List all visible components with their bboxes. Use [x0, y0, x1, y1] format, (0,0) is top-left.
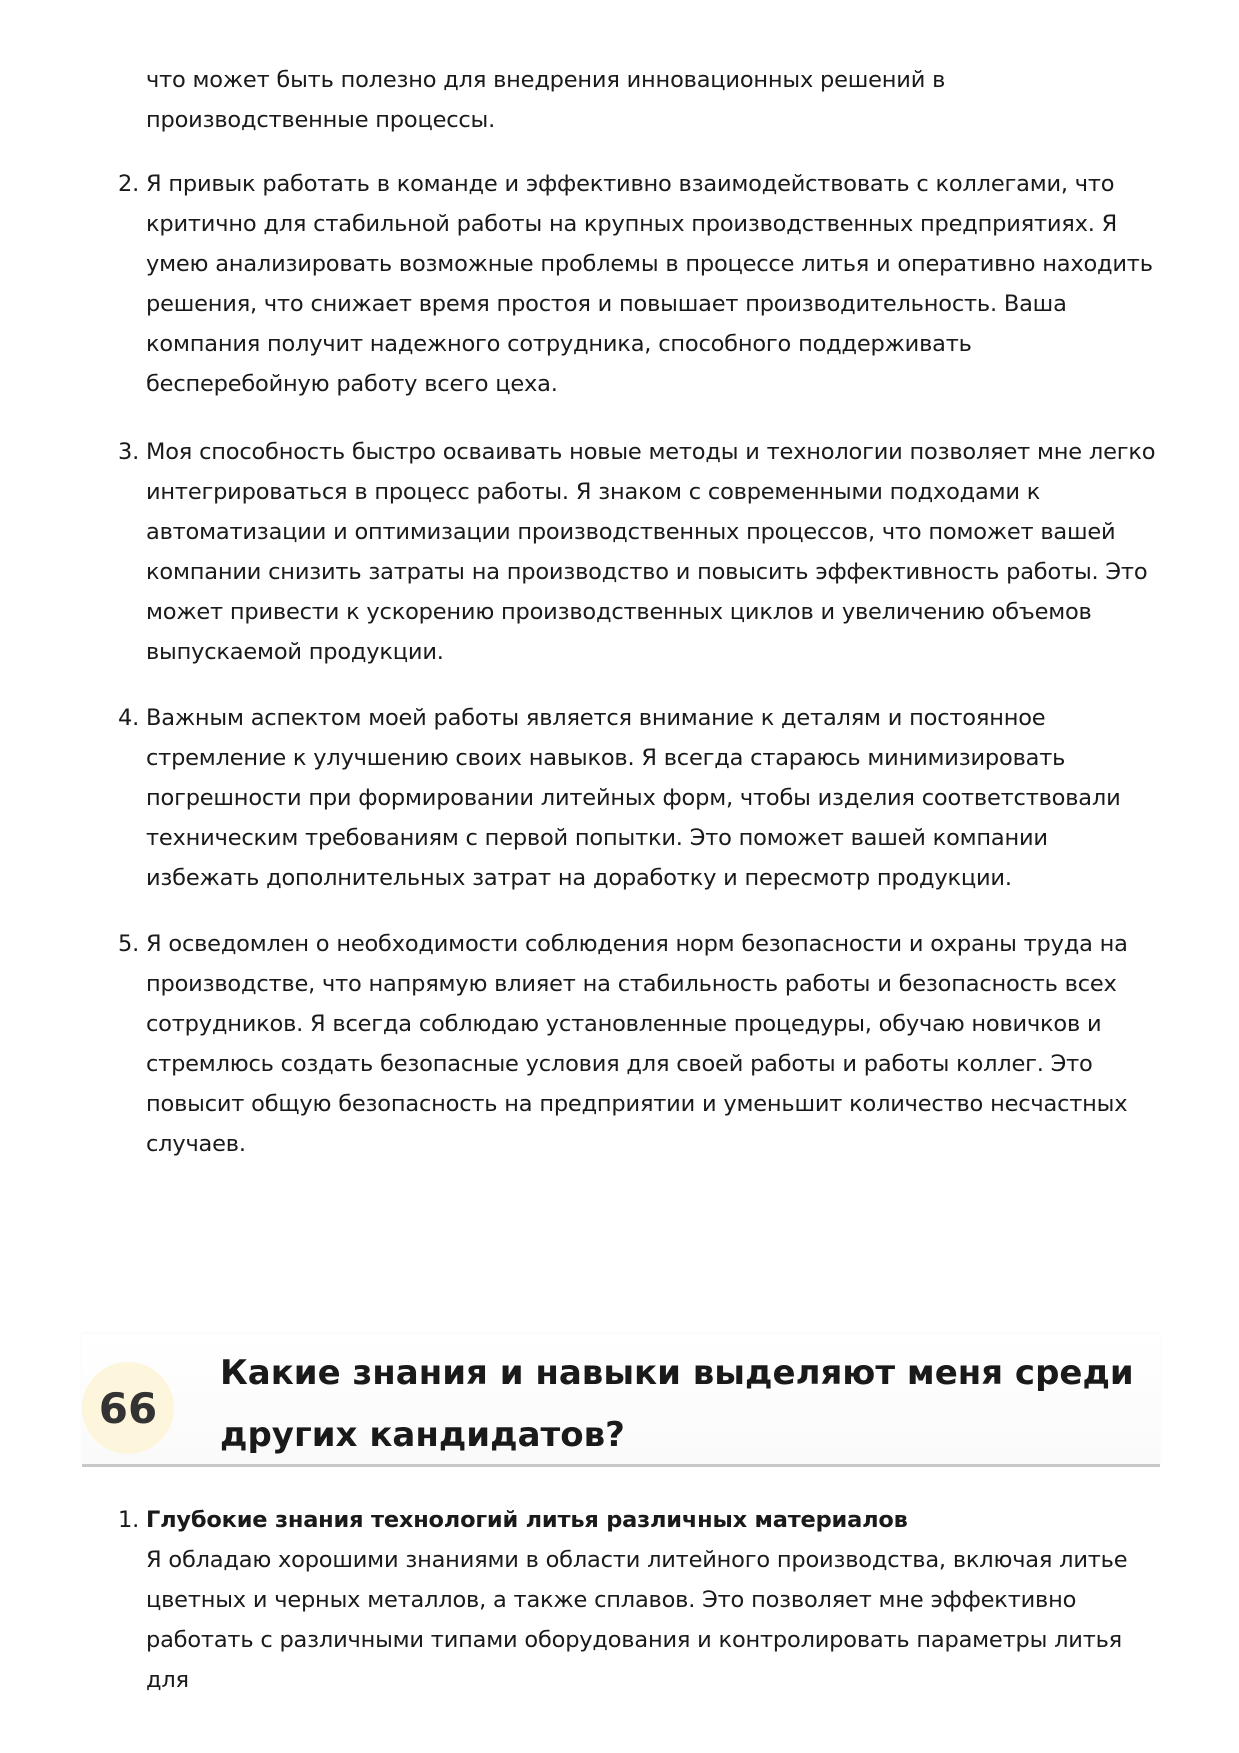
- list-item-content: [146, 1500, 1158, 1700]
- continuation-paragraph: что может быть полезно для внедрения инновационных решений в производственные процессы.: [146, 67, 946, 133]
- list-item-number: 3.: [118, 439, 140, 465]
- list-item: [118, 164, 1158, 404]
- list-item-number: 1.: [118, 1507, 140, 1533]
- list-item-number: 2.: [118, 171, 140, 197]
- list-item-number: 5.: [118, 931, 140, 957]
- question-header: [82, 1334, 1160, 1464]
- question-title: Какие знания и навыки выделяют меня среди других кандидатов?: [220, 1353, 1134, 1455]
- list-item-text: Я обладаю хорошими знаниями в области литейного производства, включая литье цветных и черных металлов, а также сплавов. Это позволяет мне эффективно работать с различными типами оборудования и контролировать параметры литья для: [146, 1547, 1128, 1693]
- list-item-text: Моя способность быстро осваивать новые методы и технологии позволяет мне легко интегрироваться в процесс работы. Я знаком с современными подходами к автоматизации и оптимизации производственных процессов, что поможет вашей компании снизить затраты на производство и повысить эффективность работы. Это может привести к ускорению производственных циклов и увеличению объемов выпускаемой продукции.: [146, 439, 1156, 665]
- list-item-title: Глубокие знания технологий литья различных материалов: [146, 1507, 908, 1533]
- list-item-number: 4.: [118, 705, 140, 731]
- list-item: [118, 698, 1158, 898]
- list-item-text: Важным аспектом моей работы является внимание к деталям и постоянное стремление к улучшению своих навыков. Я всегда стараюсь минимизировать погрешности при формировании литейных форм, чтобы изделия соответствовали техническим требованиям с первой попытки. Это поможет вашей компании избежать дополнительных затрат на доработку и пересмотр продукции.: [146, 705, 1121, 891]
- header-divider: [82, 1464, 1160, 1467]
- list-item: [118, 1500, 1158, 1700]
- list-item: [118, 924, 1158, 1164]
- question-number-badge: 66: [82, 1362, 174, 1454]
- list-item: [118, 432, 1158, 672]
- list-item-text: Я осведомлен о необходимости соблюдения норм безопасности и охраны труда на производстве, что напрямую влияет на стабильность работы и безопасность всех сотрудников. Я всегда соблюдаю установленные процедуры, обучаю новичков и стремлюсь создать безопасные условия для своей работы и работы коллег. Это повысит общую безопасность на предприятии и уменьшит количество несчастных случаев.: [146, 931, 1128, 1157]
- list-item-text: Я привык работать в команде и эффективно взаимодействовать с коллегами, что критично для стабильной работы на крупных производственных предприятиях. Я умею анализировать возможные проблемы в процессе литья и оперативно находить решения, что снижает время простоя и повышает производительность. Ваша компания получит надежного сотрудника, способного поддерживать бесперебойную работу всего цеха.: [146, 171, 1153, 397]
